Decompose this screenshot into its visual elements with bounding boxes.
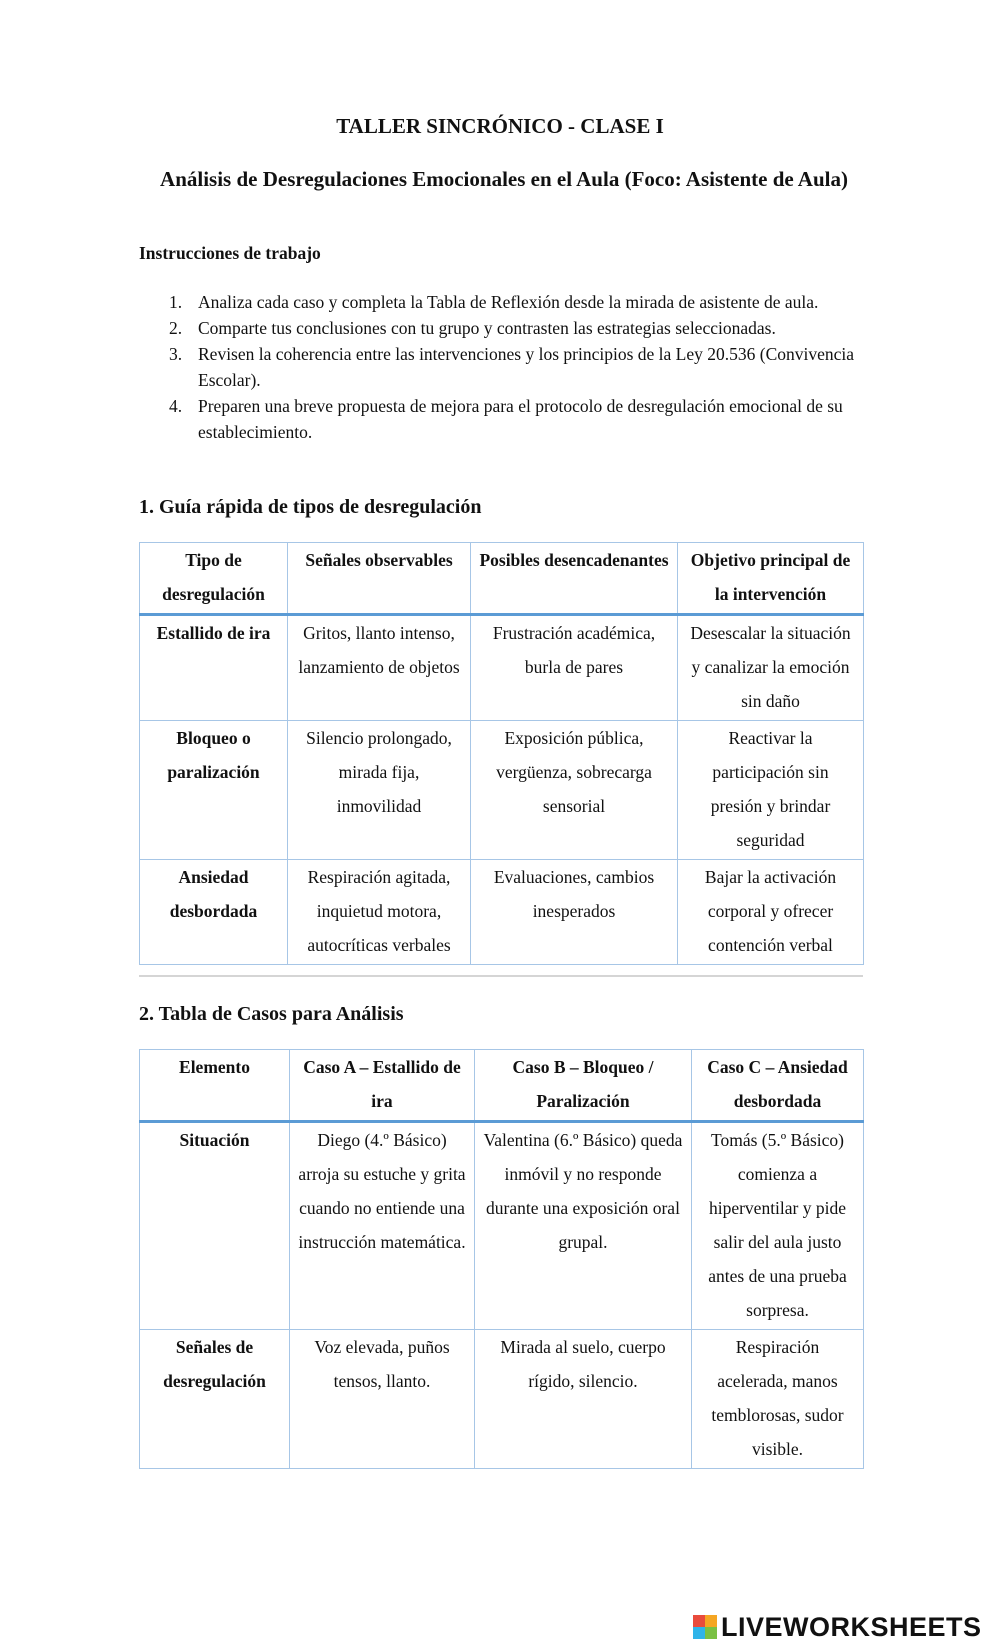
guide-cell-triggers: Frustración académica, burla de pares: [471, 615, 678, 721]
guide-cell-signals: Silencio prolongado, mirada fija, inmovilidad: [288, 721, 471, 860]
instruction-text: Preparen una breve propuesta de mejora para el protocolo de desregulación emocional de su establecimiento.: [198, 396, 843, 442]
instruction-item: [139, 315, 869, 341]
guide-row-type: Estallido de ira: [140, 615, 288, 721]
liveworksheets-logo[interactable]: [693, 1612, 982, 1642]
cases-cell-case-c: Respiración acelerada, manos temblorosas, sudor visible.: [692, 1330, 864, 1469]
instruction-number: 3.: [169, 344, 183, 364]
instruction-text: Analiza cada caso y completa la Tabla de Reflexión desde la mirada de asistente de aula.: [198, 292, 819, 312]
logo-square: [705, 1615, 717, 1627]
guide-row-type: Ansiedad desbordada: [140, 860, 288, 965]
cases-cell-case-b: Mirada al suelo, cuerpo rígido, silencio.: [475, 1330, 692, 1469]
cases-cell-case-c: Tomás (5.º Básico) comienza a hiperventilar y pide salir del aula justo antes de una prueba sorpresa.: [692, 1122, 864, 1330]
page-title: TALLER SINCRÓNICO - CLASE I: [336, 114, 664, 138]
cases-header-cell: Caso B – Bloqueo / Paralización: [475, 1050, 692, 1122]
section-divider: [139, 975, 863, 977]
guide-header-cell: Señales observables: [288, 543, 471, 615]
cases-table: [139, 1049, 864, 1469]
instruction-item: [139, 393, 869, 445]
guide-row-type: Bloqueo o paralización: [140, 721, 288, 860]
guide-header-cell: Tipo de desregulación: [140, 543, 288, 615]
table-row: [140, 860, 864, 965]
liveworksheets-logo-icon: [693, 1615, 717, 1639]
cases-header-cell: Elemento: [140, 1050, 290, 1122]
guide-header-cell: Objetivo principal de la intervención: [678, 543, 864, 615]
guide-table: [139, 542, 864, 965]
instruction-text: Revisen la coherencia entre las intervenciones y los principios de la Ley 20.536 (Convivencia Escolar).: [198, 344, 855, 390]
logo-text: LIVEWORKSHEETS: [721, 1612, 982, 1642]
logo-square: [705, 1627, 717, 1639]
logo-square: [693, 1627, 705, 1639]
table-row: [140, 615, 864, 721]
cases-cell-case-a: Voz elevada, puños tensos, llanto.: [290, 1330, 475, 1469]
cases-heading: 2. Tabla de Casos para Análisis: [139, 1003, 404, 1025]
instructions-heading: Instrucciones de trabajo: [139, 243, 321, 263]
guide-heading: 1. Guía rápida de tipos de desregulación: [139, 496, 482, 518]
guide-cell-signals: Gritos, llanto intenso, lanzamiento de objetos: [288, 615, 471, 721]
table-row: [140, 1122, 864, 1330]
table-row: [140, 1330, 864, 1469]
guide-cell-signals: Respiración agitada, inquietud motora, autocríticas verbales: [288, 860, 471, 965]
guide-cell-triggers: Exposición pública, vergüenza, sobrecarga sensorial: [471, 721, 678, 860]
instruction-number: 2.: [169, 318, 183, 338]
instructions-list: [139, 289, 869, 445]
guide-header-cell: Posibles desencadenantes: [471, 543, 678, 615]
guide-cell-objective: Desescalar la situación y canalizar la emoción sin daño: [678, 615, 864, 721]
cases-cell-case-b: Valentina (6.º Básico) queda inmóvil y no responde durante una exposición oral grupal.: [475, 1122, 692, 1330]
guide-cell-triggers: Evaluaciones, cambios inesperados: [471, 860, 678, 965]
instruction-text: Comparte tus conclusiones con tu grupo y contrasten las estrategias seleccionadas.: [198, 318, 776, 338]
cases-row-element: Situación: [140, 1122, 290, 1330]
instruction-number: 4.: [169, 396, 183, 416]
instruction-number: 1.: [169, 292, 183, 312]
cases-header-cell: Caso A – Estallido de ira: [290, 1050, 475, 1122]
instruction-item: [139, 341, 869, 393]
cases-row-element: Señales de desregulación: [140, 1330, 290, 1469]
table-row: [140, 721, 864, 860]
instruction-item: [139, 289, 869, 315]
cases-header-row: [140, 1050, 864, 1122]
page-subtitle: Análisis de Desregulaciones Emocionales en el Aula (Foco: Asistente de Aula): [160, 167, 848, 191]
cases-cell-case-a: Diego (4.º Básico) arroja su estuche y grita cuando no entiende una instrucción matemática.: [290, 1122, 475, 1330]
cases-header-cell: Caso C – Ansiedad desbordada: [692, 1050, 864, 1122]
guide-cell-objective: Reactivar la participación sin presión y brindar seguridad: [678, 721, 864, 860]
guide-cell-objective: Bajar la activación corporal y ofrecer contención verbal: [678, 860, 864, 965]
guide-header-row: [140, 543, 864, 615]
logo-square: [693, 1615, 705, 1627]
